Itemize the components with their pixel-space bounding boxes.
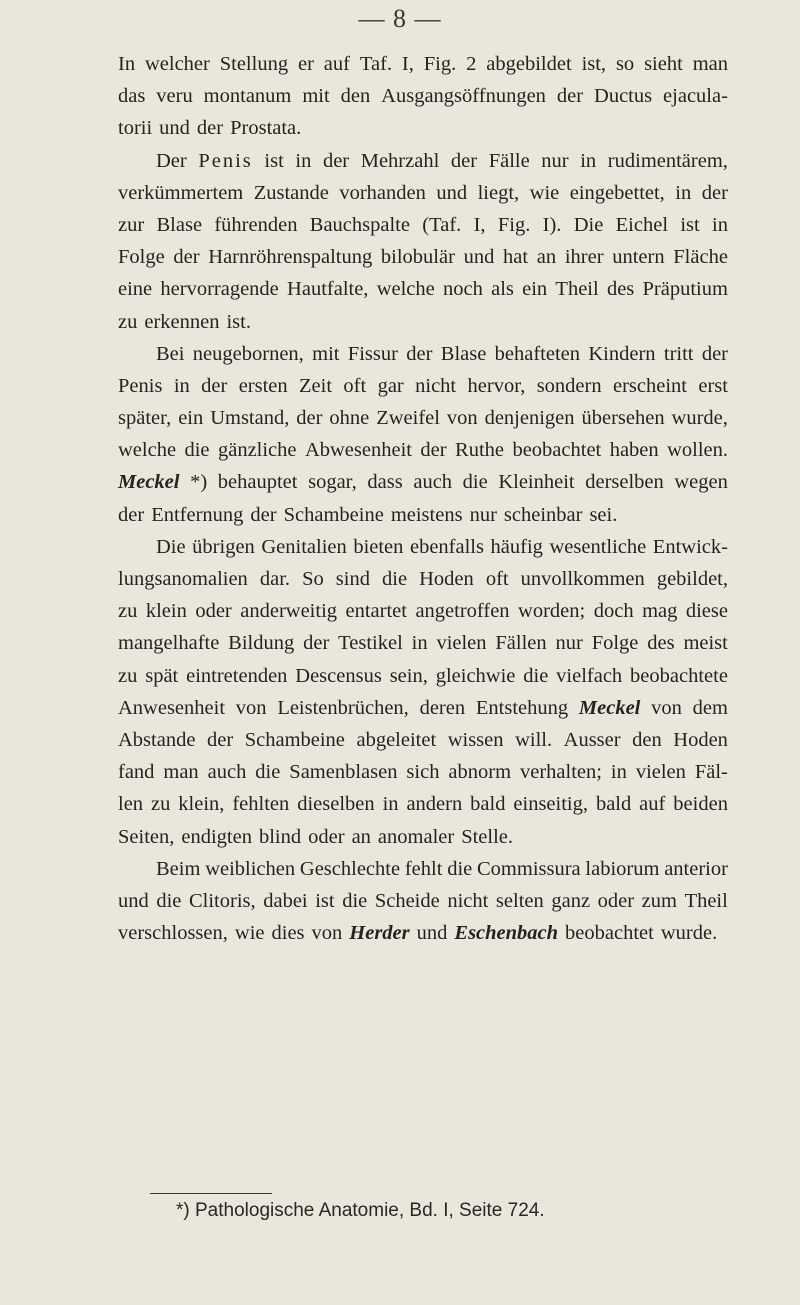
text-line: lungsanomalien dar. So sind die Hoden oft unvollkommen gebildet, (118, 568, 728, 590)
text-line: zu klein oder anderweitig entartet angetroffen worden; doch mag diese (118, 600, 728, 623)
paragraph (118, 338, 728, 531)
footnote-divider (150, 1193, 272, 1194)
text-line: verkümmertem Zustande vorhanden und liegt, wie eingebettet, in der (118, 181, 728, 204)
text-line: Anwesenheit von Leistenbrüchen, deren Entstehung Meckel von dem (118, 696, 728, 719)
paragraph (118, 48, 728, 145)
text-line: das veru montanum mit den Ausgangsöffnungen der Ductus ejacula- (118, 85, 728, 108)
text-line: Abstande der Schambeine abgeleitet wissen will. Ausser den Hoden (118, 728, 728, 751)
text-line: fand man auch die Samenblasen sich abnorm verhalten; in vielen Fäl- (118, 761, 728, 784)
text-line: zu spät eintretenden Descensus sein, gleichwie die vielfach beobachtete (118, 664, 728, 687)
text-line: mangelhafte Bildung der Testikel in vielen Fällen nur Folge des meist (118, 632, 728, 655)
page-number: — 8 — (358, 4, 442, 33)
text-line: und die Clitoris, dabei ist die Scheide nicht selten ganz oder zum Theil (118, 889, 728, 912)
text-line: Bei neugebornen, mit Fissur der Blase behafteten Kindern tritt der (156, 342, 728, 365)
body-text (118, 48, 728, 949)
text-line: welche die gänzliche Abwesenheit der Ruthe beobachtet haben wollen. (118, 439, 728, 462)
footnote: *) Pathologische Anatomie, Bd. I, Seite 724. (176, 1200, 545, 1221)
text-line: der Entfernung der Schambeine meistens nur scheinbar sei. (118, 503, 618, 526)
text-line: Folge der Harnröhrenspaltung bilobulär und hat an ihrer untern Fläche (118, 246, 728, 269)
text-line: eine hervorragende Hautfalte, welche noch als ein Theil des Präputium (118, 278, 728, 301)
text-line: verschlossen, wie dies von Herder und Eschenbach beobachtet wurde. (118, 922, 718, 945)
text-line: Die übrigen Genitalien bieten ebenfalls häufig wesentliche Entwick- (156, 535, 728, 558)
text-line: zur Blase führenden Bauchspalte (Taf. I, Fig. I). Die Eichel ist in (118, 213, 728, 236)
text-line: Beim weiblichen Geschlechte fehlt die Commissura labiorum anterior (156, 857, 728, 880)
text-line: torii und der Prostata. (118, 117, 302, 140)
text-line: In welcher Stellung er auf Taf. I, Fig. 2 abgebildet ist, so sieht man (118, 53, 728, 75)
text-line: zu erkennen ist. (118, 310, 251, 333)
text-line: Penis in der ersten Zeit oft gar nicht hervor, sondern erscheint erst (118, 374, 728, 397)
paragraph (118, 531, 728, 853)
text-line: später, ein Umstand, der ohne Zweifel von denjenigen übersehen wurde, (118, 407, 728, 430)
text-line: Der Penis ist in der Mehrzahl der Fälle nur in rudimentärem, (156, 149, 728, 172)
text-line: Seiten, endigten blind oder an anomaler Stelle. (118, 825, 513, 848)
text-line: len zu klein, fehlten dieselben in andern bald einseitig, bald auf beiden (118, 793, 728, 816)
text-line: Meckel *) behauptet sogar, dass auch die Kleinheit derselben wegen (118, 471, 728, 494)
paragraph (118, 145, 728, 338)
paragraph (118, 853, 728, 950)
